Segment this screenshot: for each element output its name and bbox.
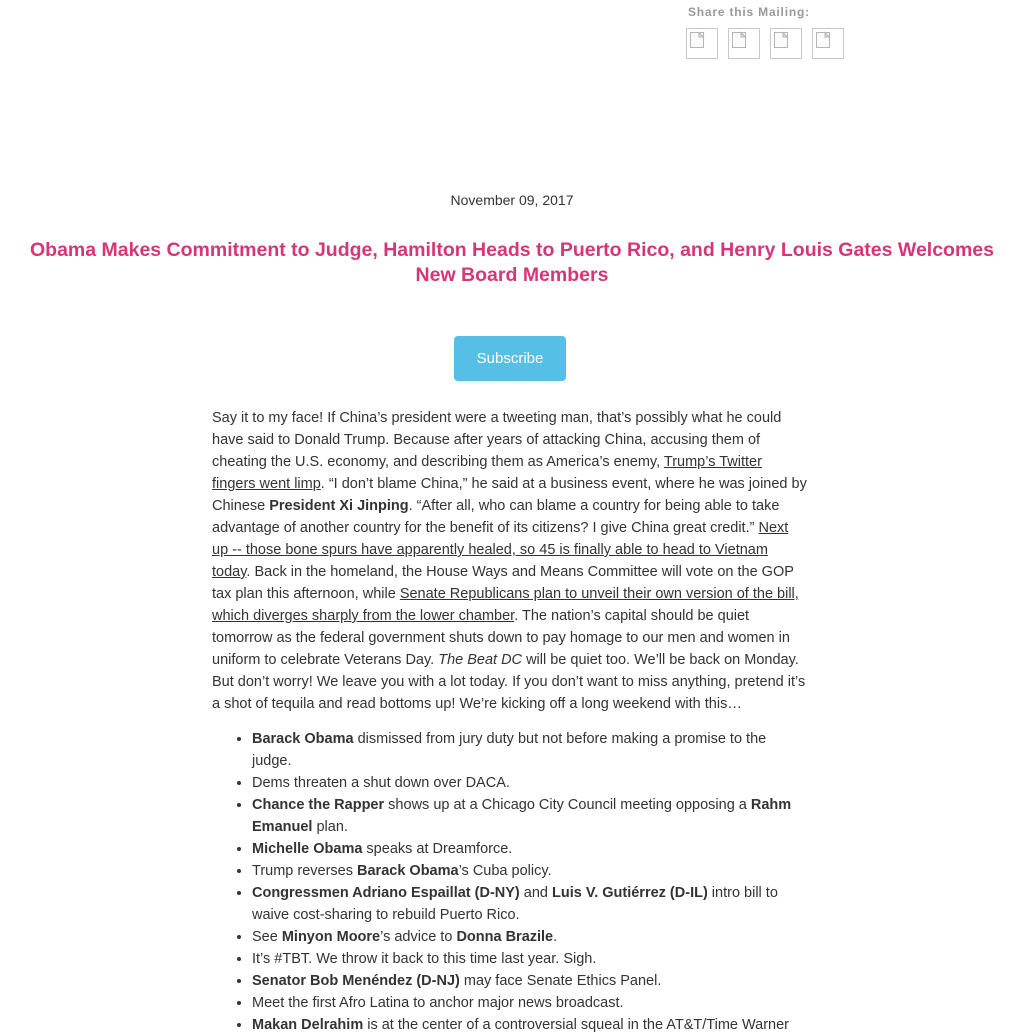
intro-paragraph xyxy=(212,407,808,715)
list-item-text: ’s Cuba policy. xyxy=(458,863,552,879)
share-button-4[interactable] xyxy=(812,28,844,59)
intro-text: will be quiet too. We’ll be back on Monday. But don’t worry! We leave you with a lot today. If you don’t want to miss anything, pretend it’s a shot of tequila and read bottoms up! We’re kicking off a long weekend with this… xyxy=(212,652,806,712)
list-item xyxy=(252,794,808,838)
share-button-3[interactable] xyxy=(770,28,802,59)
bold-name: President Xi Jinping xyxy=(269,498,409,514)
headline: Obama Makes Commitment to Judge, Hamilton Heads to Puerto Rico, and Henry Louis Gates Welcomes New Board Members xyxy=(29,239,994,286)
bold-name: Senator Bob Menéndez (D-NJ) xyxy=(252,973,460,989)
share-button-2[interactable] xyxy=(728,28,760,59)
bold-name: Chance the Rapper xyxy=(252,797,385,813)
list-item-text: Meet the first Afro Latina to anchor major news broadcast. xyxy=(252,995,624,1011)
bold-name: Makan Delrahim xyxy=(252,1017,364,1033)
share-icon-1 xyxy=(690,32,704,48)
link-vietnam[interactable]: Next up -- those bone spurs have apparently healed, so 45 is finally able to head to Vietnam today xyxy=(212,520,789,580)
list-item-text: See xyxy=(252,929,282,945)
list-item-text: ’s advice to xyxy=(380,929,457,945)
list-item xyxy=(252,970,808,992)
list-item-text: plan. xyxy=(312,819,348,835)
intro-text: . The nation’s capital should be quiet tomorrow as the federal government shuts down to pay homage to our men and women in uniform to celebrate Veterans Day. xyxy=(212,608,790,668)
list-item-text: dismissed from jury duty but not before making a promise to the judge. xyxy=(252,731,767,769)
link-trump-twitter[interactable]: Trump’s Twitter fingers went limp xyxy=(212,454,762,492)
intro-text: . “After all, who can blame a country for being able to take advantage of another country for the benefit of its citizens? I give China great credit.” xyxy=(212,498,780,536)
list-item xyxy=(252,728,808,772)
intro-text: . Back in the homeland, the House Ways and Means Committee will vote on the GOP tax plan this afternoon, while xyxy=(212,564,794,602)
bold-name: Congressmen Adriano Espaillat (D-NY) xyxy=(252,885,520,901)
bold-name: Michelle Obama xyxy=(252,841,363,857)
list-item-text: and xyxy=(519,885,553,901)
subscribe-button[interactable]: Subscribe xyxy=(454,336,566,381)
link-senate-bill[interactable]: Senate Republicans plan to unveil their own version of the bill, which diverges sharply from the lower chamber xyxy=(212,586,799,624)
list-item xyxy=(252,948,808,970)
list-item xyxy=(252,926,808,948)
intro-text: . “I don’t blame China,” he said at a business event, where he was joined by Chinese xyxy=(212,476,807,514)
share-icon-2 xyxy=(732,32,746,48)
list-item-text: speaks at Dreamforce. xyxy=(362,841,513,857)
share-button-1[interactable] xyxy=(686,28,718,59)
list-item xyxy=(252,860,808,882)
list-item xyxy=(252,882,808,926)
share-label: Share this Mailing: xyxy=(688,5,810,19)
list-item-text: intro bill to waive cost-sharing to rebuild Puerto Rico. xyxy=(252,885,778,923)
list-item-text: shows up at a Chicago City Council meeting opposing a xyxy=(384,797,751,813)
bold-name: Rahm Emanuel xyxy=(252,797,792,835)
italic-title: The Beat DC xyxy=(438,652,523,668)
intro-text: Say it to my face! If China’s president were a tweeting man, that’s possibly what he could have said to Donald Trump. Because after years of attacking China, accusing them of cheating the U.S. economy, and describing them as America’s enemy, xyxy=(212,410,782,470)
share-panel xyxy=(686,5,844,59)
story-list xyxy=(212,728,808,1036)
share-icon-3 xyxy=(774,32,788,48)
bold-name: Minyon Moore xyxy=(281,929,381,945)
list-item xyxy=(252,992,808,1014)
share-icon-4 xyxy=(816,32,830,48)
bold-name: Barack Obama xyxy=(252,731,354,747)
bold-name: Barack Obama xyxy=(357,863,459,879)
list-item xyxy=(252,838,808,860)
list-item-text: It’s #TBT. We throw it back to this time last year. Sigh. xyxy=(252,951,597,967)
share-icons xyxy=(686,28,844,59)
list-item-text: Trump reverses xyxy=(252,863,358,879)
mailing-date: November 09, 2017 xyxy=(450,192,574,208)
list-item xyxy=(252,1014,808,1036)
list-item-text: Dems threaten a shut down over DACA. xyxy=(252,775,510,791)
list-item xyxy=(252,772,808,794)
article-body xyxy=(212,407,808,1036)
list-item-text: may face Senate Ethics Panel. xyxy=(459,973,662,989)
bold-name: Donna Brazile xyxy=(456,929,554,945)
bold-name: Luis V. Gutiérrez (D-IL) xyxy=(552,885,708,901)
list-item-text: . xyxy=(553,929,558,945)
list-item-text: is at the center of a controversial squeal in the AT&T/Time Warner xyxy=(363,1017,790,1033)
